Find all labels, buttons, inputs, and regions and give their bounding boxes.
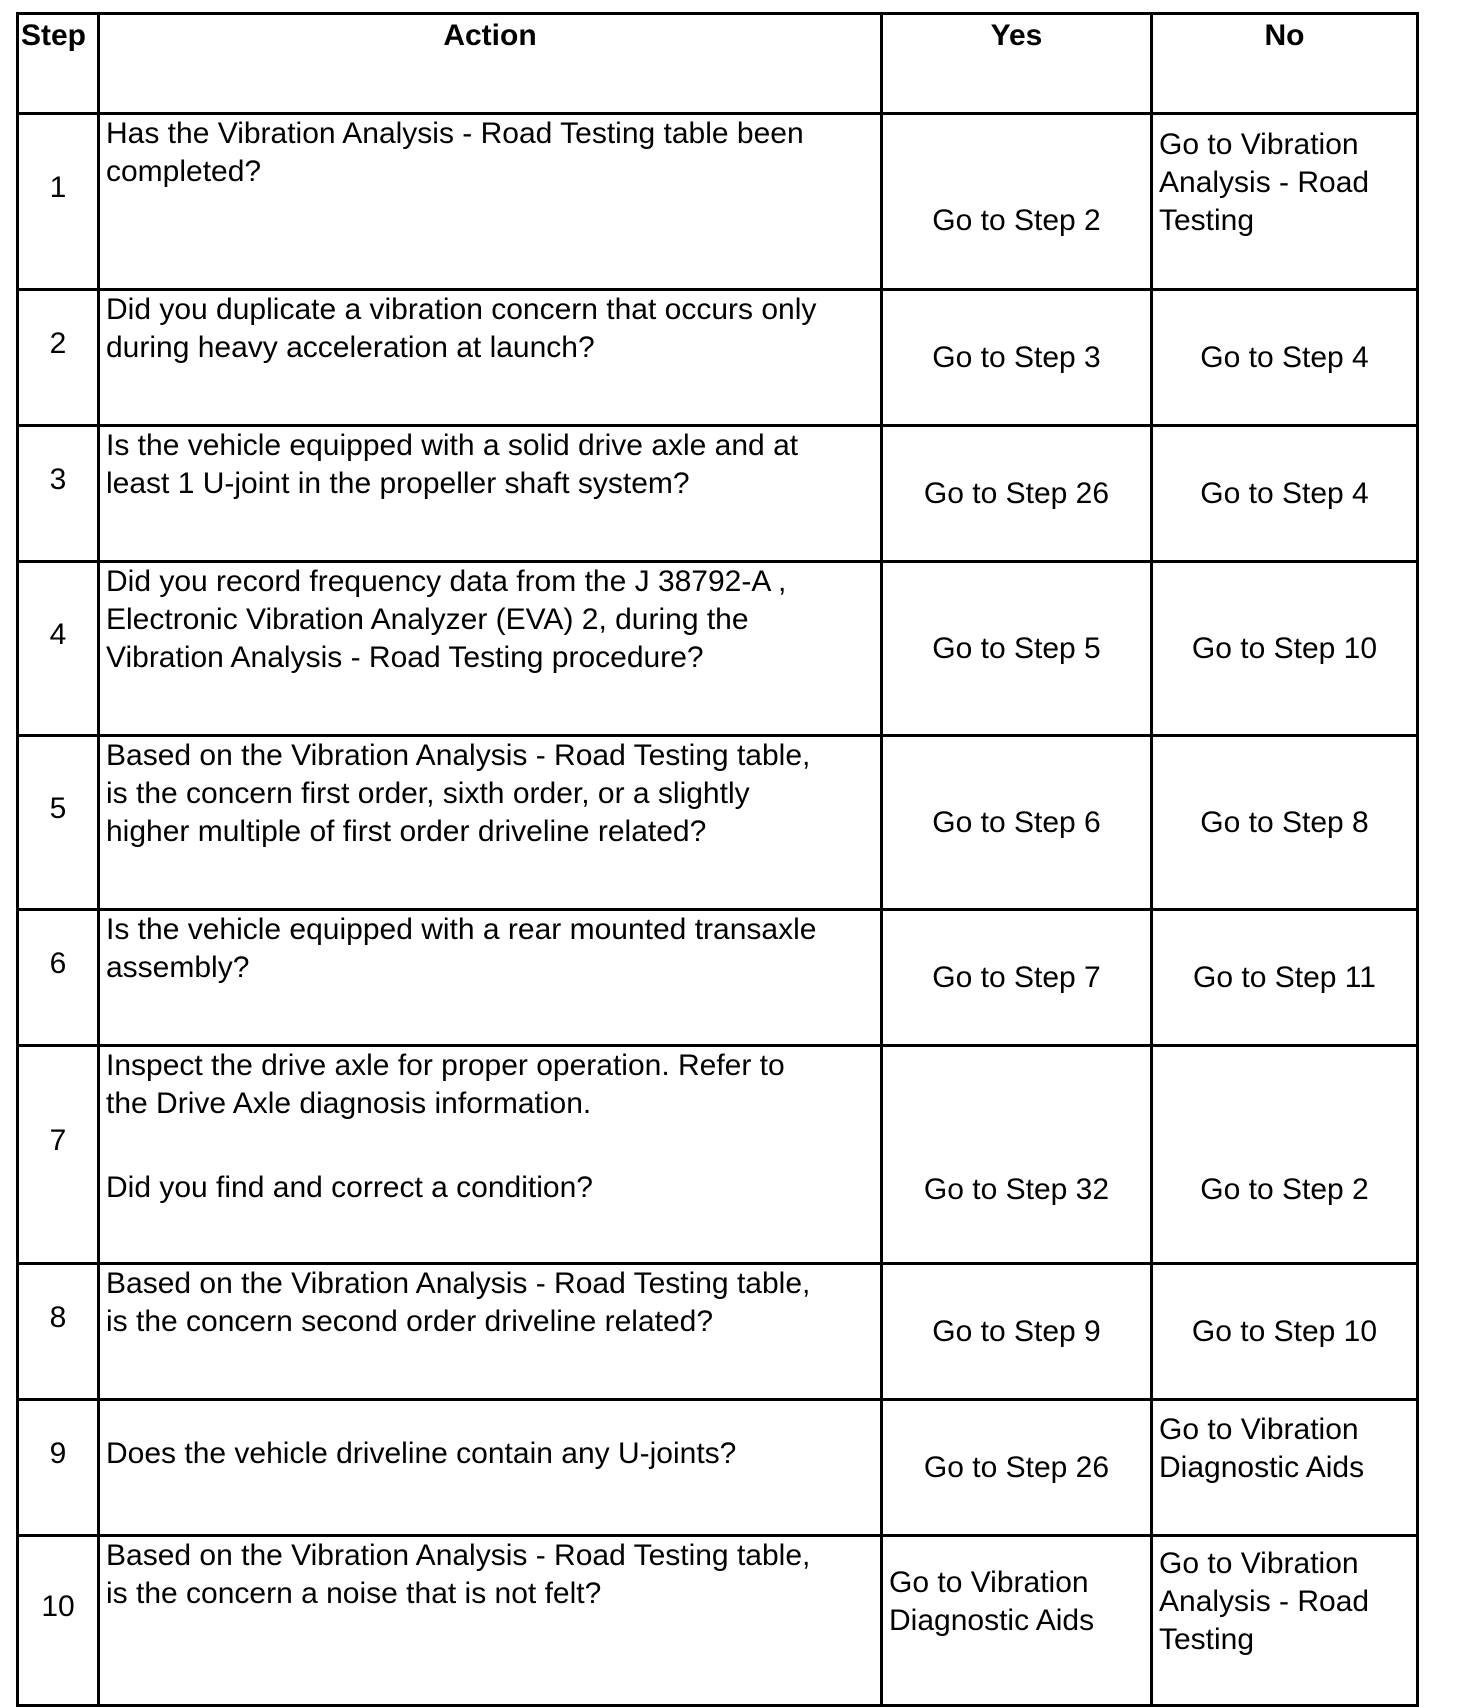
yes-cell xyxy=(882,1536,1152,1706)
no-text xyxy=(1153,1545,1416,1659)
header-row xyxy=(18,14,1418,114)
yes-text: Go to Step 32 xyxy=(923,1172,1110,1206)
table-row xyxy=(18,1536,1418,1706)
step-number: 7 xyxy=(49,1123,67,1157)
header-no: No xyxy=(1152,14,1418,114)
no-cell xyxy=(1152,562,1418,736)
no-text: Go to Step 10 xyxy=(1191,631,1378,665)
no-cell xyxy=(1152,1264,1418,1400)
action-text: Inspect the drive axle for proper operation. Refer to xyxy=(106,1049,785,1082)
step-number: 3 xyxy=(49,462,67,496)
table-row xyxy=(18,736,1418,910)
yes-text: Go to Step 7 xyxy=(932,960,1101,994)
diagnostic-table xyxy=(16,12,1419,1707)
step-cell xyxy=(18,910,99,1046)
no-text xyxy=(1153,126,1416,240)
no-text: Go to Step 8 xyxy=(1200,805,1369,839)
no-text: Go to Step 4 xyxy=(1200,340,1369,374)
yes-cell xyxy=(882,1264,1152,1400)
action-text: least 1 U-joint in the propeller shaft system? xyxy=(106,467,690,500)
action-text: Electronic Vibration Analyzer (EVA) 2, during the xyxy=(106,603,749,636)
header-yes: Yes xyxy=(882,14,1152,114)
header-action: Action xyxy=(99,14,882,114)
yes-text: Go to Step 2 xyxy=(932,203,1101,237)
action-text: Is the vehicle equipped with a solid drive axle and at xyxy=(106,429,799,462)
yes-cell xyxy=(882,562,1152,736)
step-cell xyxy=(18,562,99,736)
yes-text: Go to Step 9 xyxy=(932,1314,1101,1348)
yes-text: Go to Step 26 xyxy=(923,476,1110,510)
yes-cell xyxy=(882,114,1152,290)
action-cell xyxy=(99,910,882,1046)
action-text: Based on the Vibration Analysis - Road Testing table, xyxy=(106,739,811,772)
action-cell xyxy=(99,736,882,910)
step-cell xyxy=(18,114,99,290)
yes-cell xyxy=(882,426,1152,562)
no-text-line: Go to Vibration xyxy=(1159,1546,1359,1580)
header-step: Step xyxy=(18,14,99,114)
yes-cell xyxy=(882,1046,1152,1264)
step-number: 4 xyxy=(49,617,67,651)
action-text: Does the vehicle driveline contain any U-joints? xyxy=(106,1436,737,1470)
step-cell xyxy=(18,290,99,426)
yes-cell xyxy=(882,290,1152,426)
no-text: Go to Step 11 xyxy=(1193,960,1376,994)
action-text: is the concern a noise that is not felt? xyxy=(106,1577,602,1610)
no-text: Go to Step 10 xyxy=(1191,1314,1378,1348)
no-cell xyxy=(1152,1536,1418,1706)
yes-text: Go to Step 6 xyxy=(932,805,1101,839)
yes-text-line: Diagnostic Aids xyxy=(889,1603,1095,1637)
no-text-line: Go to Vibration xyxy=(1159,1412,1359,1446)
action-text: Has the Vibration Analysis - Road Testing table been xyxy=(106,117,804,150)
no-cell xyxy=(1152,1400,1418,1536)
action-text: is the concern first order, sixth order, or a slightly xyxy=(106,777,750,810)
action-text: is the concern second order driveline related? xyxy=(106,1305,714,1338)
action-text: Based on the Vibration Analysis - Road Testing table, xyxy=(106,1539,811,1572)
no-text-line: Analysis - Road xyxy=(1159,165,1370,199)
action-question: Did you find and correct a condition? xyxy=(106,1171,593,1204)
step-cell xyxy=(18,1400,99,1536)
no-cell xyxy=(1152,910,1418,1046)
action-cell xyxy=(99,1400,882,1536)
table-row xyxy=(18,1264,1418,1400)
yes-text: Go to Step 26 xyxy=(923,1450,1110,1484)
step-number: 2 xyxy=(49,326,67,360)
table-row xyxy=(18,562,1418,736)
no-text-line: Analysis - Road xyxy=(1159,1584,1370,1618)
table-row xyxy=(18,910,1418,1046)
action-text: the Drive Axle diagnosis information. xyxy=(106,1087,592,1120)
no-text-line: Testing xyxy=(1159,1622,1255,1656)
no-cell xyxy=(1152,1046,1418,1264)
no-text xyxy=(1153,1411,1416,1487)
no-text-line: Testing xyxy=(1159,203,1255,237)
step-cell xyxy=(18,1046,99,1264)
yes-text-line: Go to Vibration xyxy=(889,1565,1089,1599)
step-number: 9 xyxy=(49,1436,67,1470)
action-text: higher multiple of first order driveline related? xyxy=(106,815,707,848)
action-text: Did you duplicate a vibration concern that occurs only xyxy=(106,293,817,326)
action-text: completed? xyxy=(106,155,262,188)
no-cell xyxy=(1152,290,1418,426)
action-text: Based on the Vibration Analysis - Road Testing table, xyxy=(106,1267,811,1300)
no-cell xyxy=(1152,426,1418,562)
yes-text xyxy=(883,1564,1150,1640)
step-number: 1 xyxy=(49,170,67,204)
no-text-line: Go to Vibration xyxy=(1159,127,1359,161)
action-cell xyxy=(99,1536,882,1706)
no-text-line: Diagnostic Aids xyxy=(1159,1450,1365,1484)
table-row xyxy=(18,1046,1418,1264)
no-cell xyxy=(1152,736,1418,910)
yes-cell xyxy=(882,1400,1152,1536)
table-row xyxy=(18,114,1418,290)
action-cell xyxy=(99,114,882,290)
step-number: 8 xyxy=(49,1300,67,1334)
no-text: Go to Step 4 xyxy=(1200,476,1369,510)
action-cell xyxy=(99,1046,882,1264)
table-row xyxy=(18,290,1418,426)
action-text: during heavy acceleration at launch? xyxy=(106,331,595,364)
no-cell xyxy=(1152,114,1418,290)
action-text: Is the vehicle equipped with a rear mounted transaxle xyxy=(106,913,817,946)
step-number: 6 xyxy=(49,946,67,980)
table-row xyxy=(18,1400,1418,1536)
action-text: Vibration Analysis - Road Testing procedure? xyxy=(106,641,704,674)
step-cell xyxy=(18,1536,99,1706)
action-cell xyxy=(99,562,882,736)
step-number: 10 xyxy=(41,1589,75,1623)
action-cell xyxy=(99,426,882,562)
action-cell xyxy=(99,290,882,426)
table-row xyxy=(18,426,1418,562)
action-text: Did you record frequency data from the J 38792-A , xyxy=(106,565,787,598)
step-number: 5 xyxy=(49,791,67,825)
step-cell xyxy=(18,1264,99,1400)
spacer xyxy=(106,1123,876,1169)
yes-text: Go to Step 5 xyxy=(932,631,1101,665)
yes-cell xyxy=(882,910,1152,1046)
step-cell xyxy=(18,736,99,910)
no-text: Go to Step 2 xyxy=(1200,1172,1369,1206)
action-text: assembly? xyxy=(106,951,250,984)
yes-text: Go to Step 3 xyxy=(932,340,1101,374)
step-cell xyxy=(18,426,99,562)
yes-cell xyxy=(882,736,1152,910)
action-cell xyxy=(99,1264,882,1400)
